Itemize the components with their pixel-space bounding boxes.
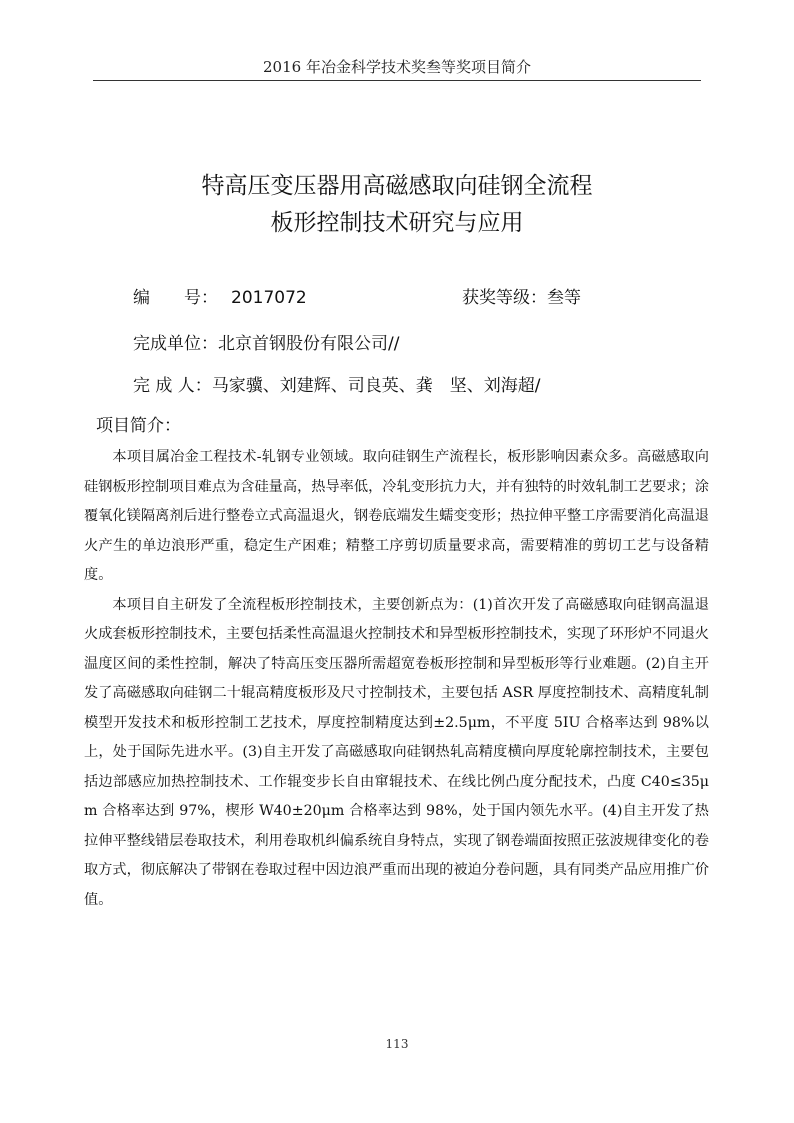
summary-paragraph-2: 本项目自主研发了全流程板形控制技术，主要创新点为：(1)首次开发了高磁感取向硅钢高温退火成套板形控制技术，主要包括柔性高温退火控制技术和异型板形控制技术，实现了环形炉不同退火温度区间的柔性控制，解决了特高压变压器所需超宽卷板形控制和异型板形等行业难题。(2)自主开发了高磁感取向硅钢二十辊高精度板形及尺寸控制技术，主要包括 ASR 厚度控制技术、高精度轧制模型开发技术和板形控制工艺技术，厚度控制精度达到±2.5μm，不平度 5IU 合格率达到 98%以上，处于国际先进水平。(3)自主开发了高磁感取向硅钢热轧高精度横向厚度轮廓控制技术，主要包括边部感应加热控制技术、工作辊变步长自由窜辊技术、在线比例凸度分配技术，凸度 C40≤35μm 合格率达到 97%，楔形 W40±20μm 合格率达到 98%，处于国内领先水平。(4)自主开发了热拉伸平整线错层卷取技术，利用卷取机纠偏系统自身特点，实现了钢卷端面按照正弦波规律变化的卷取方式，彻底解决了带钢在卷取过程中因边浪严重而出现的被迫分卷问题，具有同类产品应用推广价值。	[84, 596, 709, 908]
project-number-label: 编 号：	[133, 288, 218, 308]
title-line-2: 板形控制技术研究与应用	[270, 210, 524, 236]
completers-value: 马家骥、刘建辉、司良英、龚 坚、刘海超/	[211, 376, 541, 396]
project-number-value: 2017072	[231, 288, 307, 308]
completers-label: 完 成 人：	[133, 376, 212, 396]
completing-unit-label: 完成单位：	[133, 334, 218, 354]
title-line-1: 特高压变压器用高磁感取向硅钢全流程	[201, 173, 593, 199]
project-number-row	[133, 286, 307, 310]
completing-unit-row	[133, 332, 399, 356]
completers-row	[133, 374, 541, 398]
running-header: 2016 年冶金科学技术奖叁等奖项目简介	[263, 58, 531, 76]
document-title	[93, 168, 701, 242]
section-heading: 项目简介：	[96, 416, 181, 436]
award-level-row	[462, 286, 581, 310]
completing-unit-value: 北京首钢股份有限公司//	[218, 334, 400, 354]
award-level-label: 获奖等级：	[462, 288, 547, 308]
page-number: 113	[385, 1037, 409, 1051]
project-summary	[84, 443, 709, 915]
header-rule	[93, 80, 701, 81]
award-level-value: 叁等	[547, 288, 581, 308]
summary-paragraph-1: 本项目属冶金工程技术-轧钢专业领域。取向硅钢生产流程长，板形影响因素众多。高磁感取向硅钢板形控制项目难点为含硅量高，热导率低，冷轧变形抗力大，并有独特的时效轧制工艺要求；涂覆氧化镁隔离剂后进行整卷立式高温退火，钢卷底端发生蠕变变形；热拉伸平整工序需要消化高温退火产生的单边浪形严重，稳定生产困难；精整工序剪切质量要求高，需要精准的剪切工艺与设备精度。	[84, 449, 709, 583]
